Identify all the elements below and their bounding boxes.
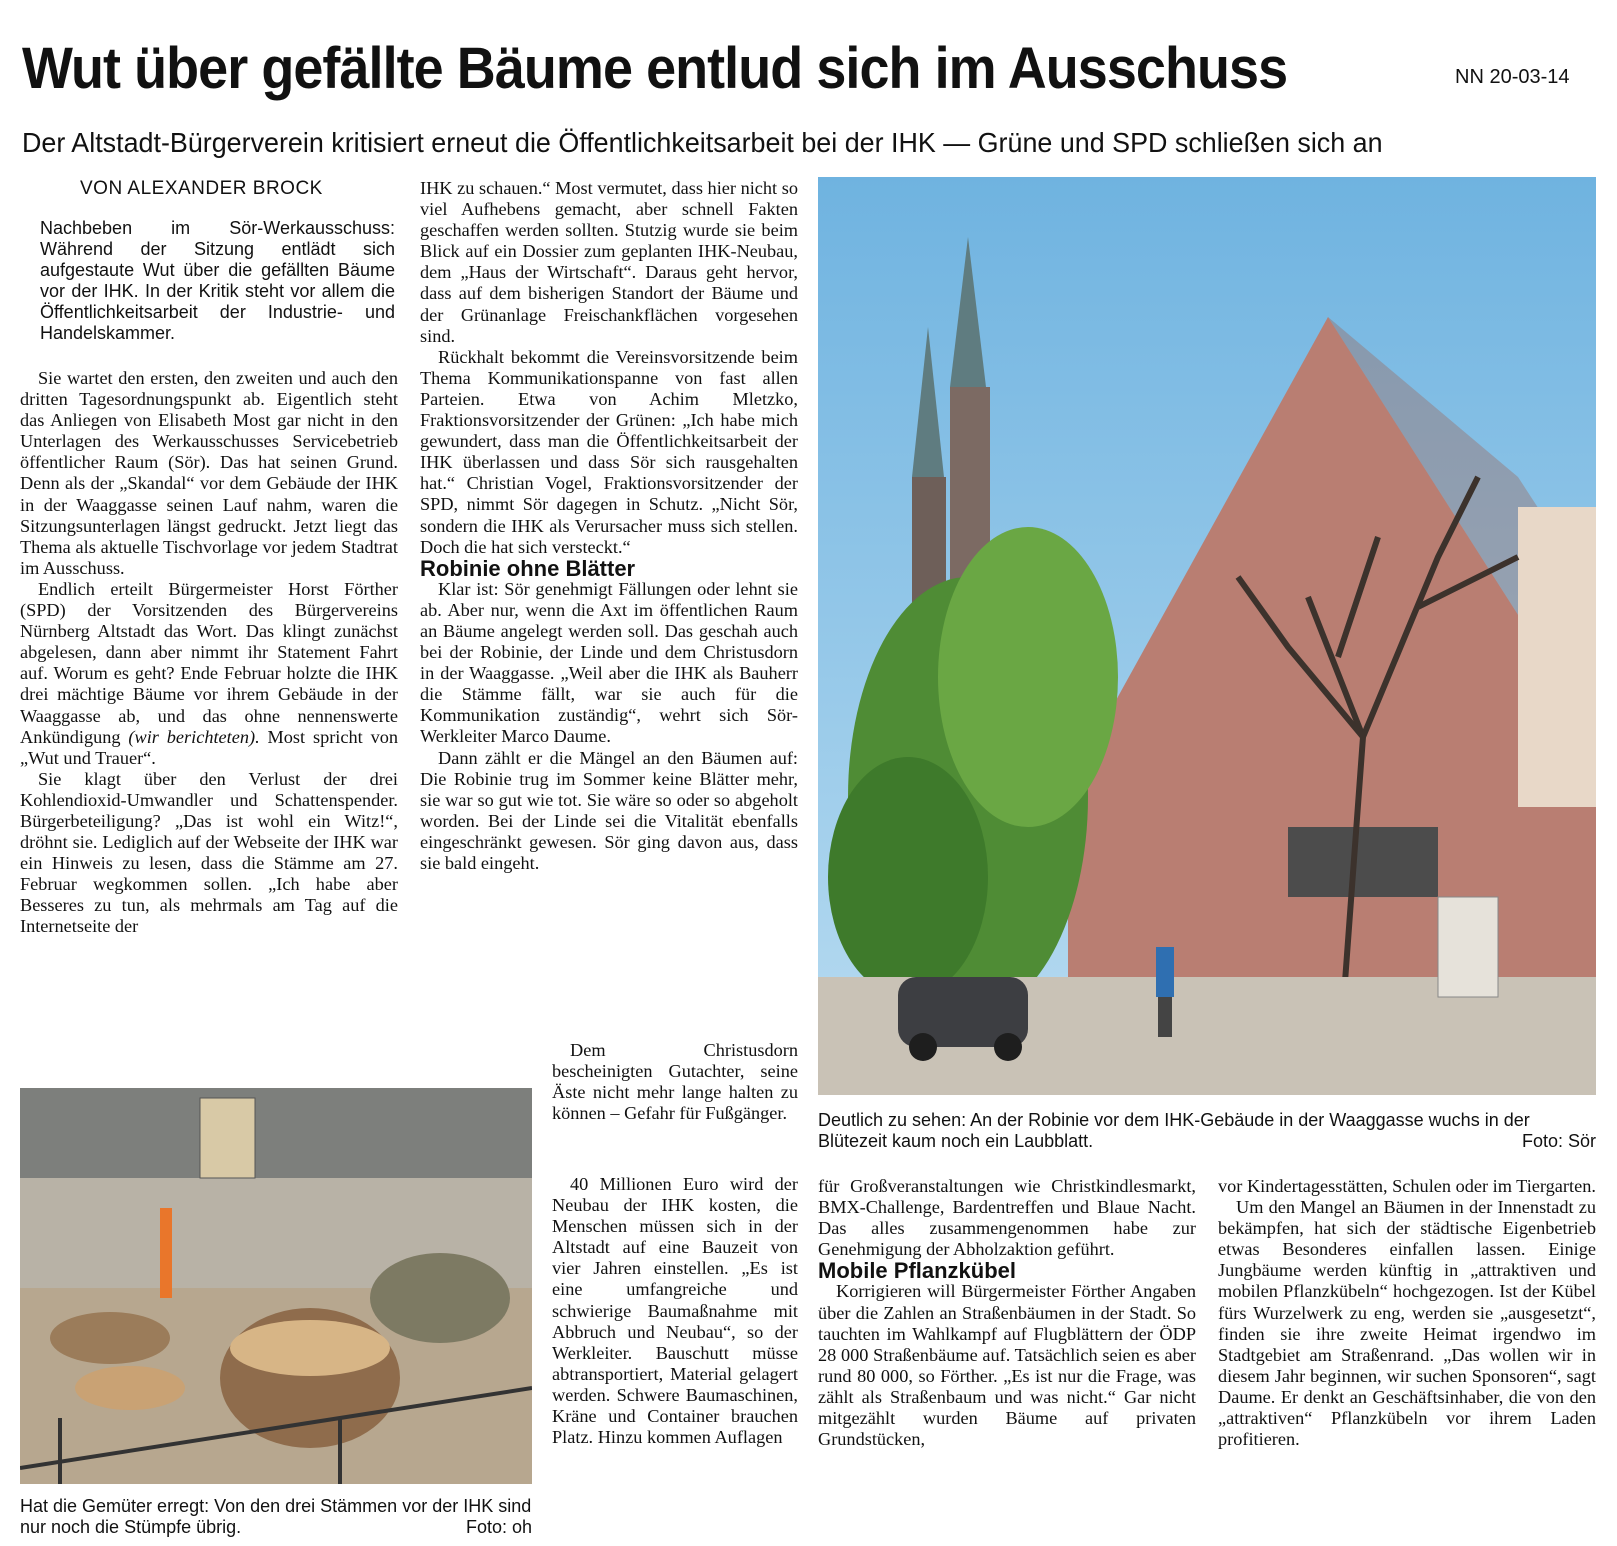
article-column-2-narrow-a xyxy=(552,1040,798,1124)
paragraph: Korrigieren will Bürgermeister Förther Angaben über die Zahlen an Straßenbäumen in der Stadt. So tauchten im Wahlkampf auf Flugblättern der ÖDP 28 000 Straßenbäume auf. Tatsächlich seien es aber rund 80 000, so Förther. „Es ist nur die Frage, was zählt als Straßenbaum und was nicht.“ Gar nicht mitgezählt wurden Bäume auf privaten Grundstücken, xyxy=(818,1281,1196,1450)
caption-text: Deutlich zu sehen: An der Robinie vor dem IHK-Gebäude in der Waaggasse wuchs in der Blütezeit kaum noch ein Laubblatt. xyxy=(818,1110,1530,1151)
caption-text: Hat die Gemüter erregt: Von den drei Stämmen vor der IHK sind nur noch die Stümpfe übrig. xyxy=(20,1496,532,1537)
paragraph: vor Kindertagesstätten, Schulen oder im Tiergarten. xyxy=(1218,1176,1596,1196)
photo-credit: Foto: oh xyxy=(465,1517,532,1537)
photo-ihk-building-illustration xyxy=(818,177,1596,1095)
paragraph: Rückhalt bekommt die Vereinsvorsitzende beim Thema Kommunikationspanne von fast allen Parteien. Etwa von Achim Mletzko, Fraktionsvorsitzender der Grünen: „Ich habe mich gewundert, dass man die Öffentlichkeitsarbeit der IHK überlassen und dass Sör sich rausgehalten hat.“ Christian Vogel, Fraktionsvorsitzender der SPD, nimmt Sör dagegen in Schutz. „Nicht Sör, sondern die IHK als Verursacher muss sich stellen. Doch die hat sich versteckt.“ xyxy=(420,346,798,557)
subtitle: Der Altstadt-Bürgerverein kritisiert erneut die Öffentlichkeitsarbeit bei der IHK — Grüne und SPD schließen sich an xyxy=(22,127,1383,158)
paragraph: Um den Mangel an Bäumen in der Innenstadt zu bekämpfen, hat sich der städtische Eigenbetrieb etwas Besonderes einfallen lassen. Einige Jungbäume werden künftig in „attraktiven und mobilen Pflanzkübeln“ hochgezogen. Ist der Kübel fürs Wurzelwerk zu eng, werden sie „ausgesetzt“, finden sie ihre zweite Heimat irgendwo im Stadtgebiet am Straßenrand. „Das wollen wir in diesem Jahr beginnen, wir suchen Sponsoren“, sagt Daume. Er denkt an Geschäftsinhaber, die von den „attraktiven“ Pflanzkübeln vor ihrem Laden profitieren. xyxy=(1218,1197,1596,1450)
byline: VON ALEXANDER BROCK xyxy=(80,178,323,199)
photo-caption-ihk xyxy=(818,1110,1596,1152)
photo-caption-stumps xyxy=(20,1496,532,1538)
subheading: Mobile Pflanzkübel xyxy=(818,1258,1017,1284)
paragraph: für Großveranstaltungen wie Christkindlesmarkt, BMX-Challenge, Bardentreffen und Blaue Nacht. Das alles zusammengenommen habe zur Genehmigung der Abholzaktion geführt. xyxy=(818,1176,1196,1260)
paragraph: 40 Millionen Euro wird der Neubau der IHK kosten, die Menschen müssen sich in der Altstadt auf eine Bauzeit von vier Jahren einstellen. „Es ist eine umfangreiche und schwierige Baumaßnahme mit Abbruch und Neubau“, so der Werkleiter. Bauschutt müsse abtransportiert, Material gelagert werden. Schwere Baumaschinen, Kräne und Container brauchen Platz. Hinzu kommen Auflagen xyxy=(552,1174,798,1448)
paragraph: Endlich erteilt Bürgermeister Horst Förther (SPD) der Vorsitzenden des Bürgervereins Nürnberg Altstadt das Wort. Das klingt zunächst abgelesen, dann aber nimmt ihr Statement Fahrt auf. Worum es geht? Ende Februar holzte die IHK drei mächtige Bäume vor ihrem Gebäude in der Waaggasse ab, und das ohne nennenswerte Ankündigung (wir berichteten). Most spricht von „Wut und Trauer“. xyxy=(20,578,399,768)
paragraph: Dann zählt er die Mängel an den Bäumen auf: Die Robinie trug im Sommer keine Blätter mehr, sie war so gut wie tot. Sie wäre so oder so abgeholt worden. Bei der Linde sei die Vitalität ebenfalls eingeschränkt gewesen. Sör ging davon aus, dass sie bald eingeht. xyxy=(420,747,798,873)
headline: Wut über gefällte Bäume entlud sich im Ausschuss xyxy=(22,36,1288,101)
article-column-4 xyxy=(1218,1176,1596,1450)
lead-paragraph: Nachbeben im Sör-Werkausschuss: Während der Sitzung entlädt sich aufgestaute Wut über die gefällten Bäume vor der IHK. In der Kritik steht vor allem die Öffentlichkeitsarbeit der Industrie- und Handelskammer. xyxy=(40,218,395,343)
paragraph: Sie wartet den ersten, den zweiten und auch den dritten Tagesordnungspunkt ab. Eigentlich steht das Anliegen von Elisabeth Most gar nicht in den Unterlagen des Werkausschusses Servicebetrieb öffentlicher Raum (Sör). Das hat seinen Grund. Denn als der „Skandal“ vor dem Gebäude der IHK in der Waaggasse seinen Lauf nahm, waren die Sitzungsunterlagen längst gedruckt. Jetzt liegt das Thema als aktuelle Tischvorlage vor jedem Stadtrat im Ausschuss. xyxy=(20,368,398,578)
photo-tree-stumps-illustration xyxy=(20,1088,532,1484)
photo-credit: Foto: Sör xyxy=(1521,1131,1596,1151)
subheading: Robinie ohne Blätter xyxy=(420,555,636,581)
paragraph: Klar ist: Sör genehmigt Fällungen oder lehnt sie ab. Aber nur, wenn die Axt im öffentlichen Raum an Bäume angelegt werden soll. Das geschah auch bei der Robinie, der Linde und dem Christusdorn in der Waaggasse. „Weil aber die IHK als Bauherr die Stämme fällt, war sie auch für die Kommunikation zuständig“, wehrt sich Sör-Werkleiter Marco Daume. xyxy=(420,578,798,747)
source-date: NN 20-03-14 xyxy=(1455,66,1570,88)
article-column-2 xyxy=(420,178,798,874)
article-column-3 xyxy=(818,1176,1196,1450)
article-column-2-narrow-b xyxy=(552,1174,798,1448)
paragraph: Sie klagt über den Verlust der drei Kohlendioxid-Umwandler und Schattenspender. Bürgerbeteiligung? „Das ist wohl ein Witz!“, dröhnt sie. Lediglich auf der Webseite der IHK war ein Hinweis zu lesen, dass die Stämme am 27. Februar wegkommen sollen. „Ich habe aber Besseres zu tun, als mehrmals am Tag auf die Internetseite der xyxy=(20,768,398,937)
paragraph: Dem Christusdorn bescheinigten Gutachter, seine Äste nicht mehr lange halten zu können – Gefahr für Fußgänger. xyxy=(552,1040,798,1124)
photo-tree-stumps xyxy=(20,1088,532,1484)
paragraph: IHK zu schauen.“ Most vermutet, dass hier nicht so viel Aufhebens gemacht, aber schnell Fakten geschaffen werden sollten. Stutzig wurde sie beim Blick auf ein Dossier zum geplanten IHK-Neubau, dem „Haus der Wirtschaft“. Daraus geht hervor, dass auf dem bisherigen Standort der Bäume und der Grünanlage Freischankflächen vorgesehen sind. xyxy=(420,178,798,346)
article-column-1 xyxy=(20,368,398,938)
photo-ihk-building xyxy=(818,177,1596,1095)
